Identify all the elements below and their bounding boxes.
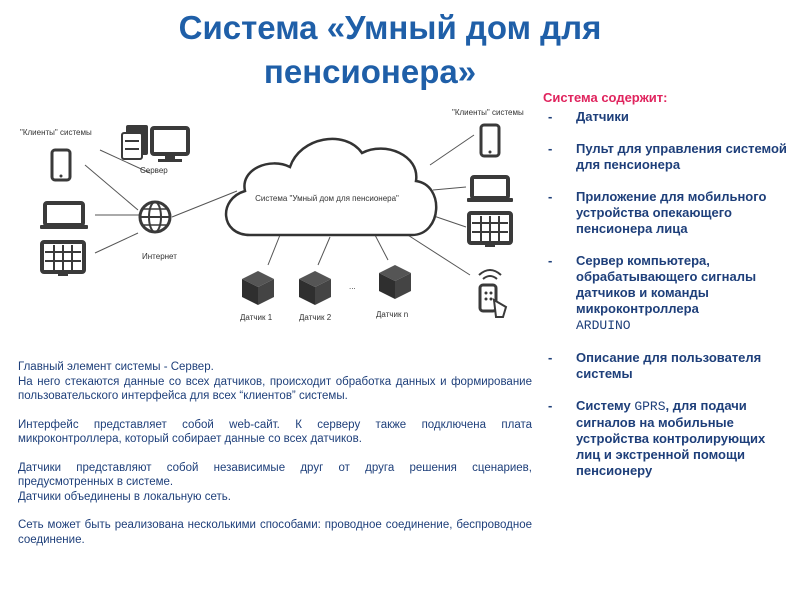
list-item-prefix: Систему [576,398,635,413]
description-paragraph-1 [18,360,532,404]
phone-right-icon [481,125,499,156]
sensor-n-label: Датчик n [376,310,409,319]
description-line: Главный элемент системы - Сервер. [18,361,214,373]
list-item-text: Сервер компьютера, обрабатывающего сигналы датчиков и команды микроконтроллера [576,253,757,316]
laptop-icon [40,203,88,229]
sensor-ellipsis: ... [349,282,356,291]
description-line: Интерфейс представляет собой web-сайт. К серверу также подключена плата микроконтроллера, который собирает данные со всех датчиков. [18,418,532,445]
list-item [543,141,793,173]
monitor-right-icon [469,213,511,247]
list-item [543,189,793,237]
sensor-1-label: Датчик 1 [240,313,273,322]
list-item-text: Пульт для управления системой для пенсионера [576,141,787,172]
panel-heading: Система содержит: [543,90,668,105]
architecture-diagram [0,95,540,345]
list-bullet: - [548,350,553,365]
list-item-text: Описание для пользователя системы [576,350,762,381]
internet-label: Интернет [142,252,177,261]
monitor-icon [42,242,84,276]
list-item [543,109,793,125]
description-line: Датчики объединены в локальную сеть. [18,490,231,503]
phone-icon [52,150,70,180]
remote-control-icon [479,270,506,317]
server-label: Сервер [140,166,168,175]
title-line-1: Система «Умный дом для [178,9,602,46]
contents-list [543,109,793,479]
description-line: На него стекаются данные со всех датчиков, происходит обработка данных и формирование пользовательского интерфейса для всех “клиентов” системы. [18,375,532,402]
list-bullet: - [548,253,553,268]
list-item [543,253,793,334]
sensor-n-icon [379,265,411,299]
list-bullet: - [548,189,553,204]
laptop-right-icon [467,177,513,202]
globe-icon [140,202,170,232]
cloud-shape [226,139,436,235]
sensor-2-label: Датчик 2 [299,313,332,322]
list-item-text: , для подачи сигналов на мобильные устройства контролирующих лиц и экстренной помощи пенсионеру [576,398,766,478]
sensor-2-icon [299,271,331,305]
description-paragraph-2 [18,418,532,447]
cloud-label: Система "Умный дом для пенсионера" [255,194,399,203]
description-paragraph-3 [18,461,532,505]
list-bullet: - [548,109,553,124]
clients-right-label: "Клиенты" системы [452,108,524,117]
description-line: Сеть может быть реализована несколькими способами: проводное соединение, беспроводное соединение. [18,519,532,546]
description-paragraph-4 [18,518,532,547]
list-item [543,350,793,382]
sensor-1-icon [242,271,274,305]
gprs-label: GPRS [634,399,666,414]
list-item-text: Приложение для мобильного устройства опекающего пенсионера лица [576,189,767,236]
list-item [543,398,793,479]
page-title [90,6,690,94]
clients-left-label: "Клиенты" системы [20,128,92,137]
server-icon [122,125,188,162]
arduino-label: ARDUINO [576,318,631,333]
system-contents-panel [543,90,793,495]
list-bullet: - [548,141,553,156]
system-description [18,360,532,561]
list-bullet: - [548,398,553,413]
title-line-2: пенсионера» [263,53,477,90]
list-item-text: Датчики [576,109,629,124]
description-line: Датчики представляют собой независимые друг от друга решения сценариев, предусмотренных в системе. [18,461,532,488]
